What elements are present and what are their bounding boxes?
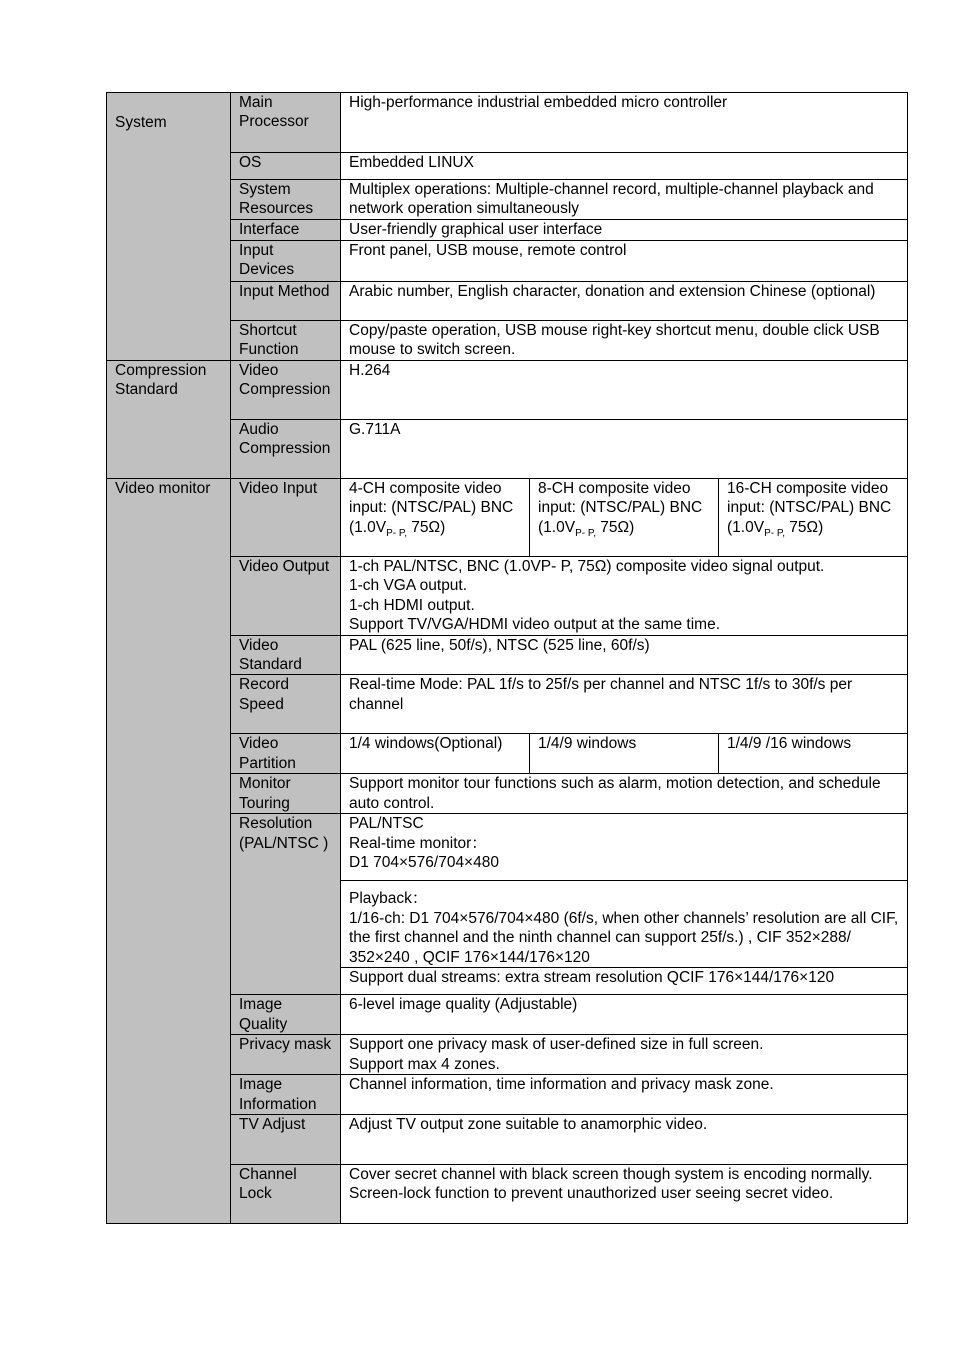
label-os: OS bbox=[231, 153, 341, 180]
video-output-line-3: 1-ch HDMI output. bbox=[349, 596, 475, 614]
label-monitor-touring: Monitor Touring bbox=[231, 774, 341, 814]
value-os: Embedded LINUX bbox=[341, 153, 908, 180]
value-video-partition-3: 1/4/9 /16 windows bbox=[719, 734, 908, 774]
value-channel-lock bbox=[341, 1165, 908, 1224]
resolution-realtime-line-2: Real-time monitor： bbox=[349, 834, 487, 852]
value-interface: User-friendly graphical user interface bbox=[341, 220, 908, 241]
value-video-standard: PAL (625 line, 50f/s), NTSC (525 line, 60f/s) bbox=[341, 635, 908, 675]
resolution-realtime-line-1: PAL/NTSC bbox=[349, 815, 424, 833]
value-resolution-dual: Support dual streams: extra stream resolution QCIF 176×144/176×120 bbox=[341, 968, 908, 995]
resolution-playback-line-2: 1/16-ch: D1 704×576/704×480 (6f/s, when other channels’ resolution are all CIF, the first channel and the ninth channel can support 25f/s.) , CIF 352×288/ 352×240 , QCIF 176×144/176×120 bbox=[349, 909, 899, 966]
value-shortcut-function: Copy/paste operation, USB mouse right-key shortcut menu, double click USB mouse to switch screen. bbox=[341, 321, 908, 361]
label-video-input: Video Input bbox=[231, 479, 341, 557]
video-output-line-2: 1-ch VGA output. bbox=[349, 577, 468, 595]
label-video-standard: Video Standard bbox=[231, 635, 341, 675]
value-image-information: Channel information, time information and privacy mask zone. bbox=[341, 1075, 908, 1115]
resolution-playback-line-1: Playback： bbox=[349, 890, 428, 908]
value-input-method: Arabic number, English character, donation and extension Chinese (optional) bbox=[341, 282, 908, 321]
value-resolution-playback bbox=[341, 881, 908, 968]
value-audio-compression: G.711A bbox=[341, 420, 908, 479]
value-video-input-8ch: 8-CH composite video input: (NTSC/PAL) BNC ($1.0V_{P- P,}$ 75Ω) bbox=[530, 479, 719, 557]
value-system-resources: Multiplex operations: Multiple-channel record, multiple-channel playback and network operation simultaneously bbox=[341, 180, 908, 220]
label-main-processor: Main Processor bbox=[231, 93, 341, 153]
value-video-partition-1: 1/4 windows(Optional) bbox=[341, 734, 530, 774]
value-tv-adjust: Adjust TV output zone suitable to anamorphic video. bbox=[341, 1115, 908, 1165]
value-monitor-touring: Support monitor tour functions such as alarm, motion detection, and schedule auto control. bbox=[341, 774, 908, 814]
label-record-speed: Record Speed bbox=[231, 675, 341, 734]
value-video-output bbox=[341, 557, 908, 636]
row-video-input bbox=[107, 479, 908, 557]
privacy-mask-line-1: Support one privacy mask of user-defined size in full screen. bbox=[349, 1036, 764, 1054]
value-video-compression: H.264 bbox=[341, 361, 908, 420]
label-input-devices: Input Devices bbox=[231, 241, 341, 282]
value-video-partition-2: 1/4/9 windows bbox=[530, 734, 719, 774]
resolution-realtime-line-3: D1 704×576/704×480 bbox=[349, 854, 499, 872]
category-compression: Compression Standard bbox=[107, 361, 231, 479]
row-main-processor bbox=[107, 93, 908, 153]
channel-lock-line-2: Screen-lock function to prevent unauthorized user seeing secret video. bbox=[349, 1185, 834, 1203]
label-input-method: Input Method bbox=[231, 282, 341, 321]
privacy-mask-line-2: Support max 4 zones. bbox=[349, 1055, 500, 1073]
label-video-compression: Video Compression bbox=[231, 361, 341, 420]
label-interface: Interface bbox=[231, 220, 341, 241]
row-video-compression bbox=[107, 361, 908, 420]
category-system: System bbox=[107, 93, 231, 361]
label-video-partition: Video Partition bbox=[231, 734, 341, 774]
value-video-input-4ch: 4-CH composite video input: (NTSC/PAL) BNC ($1.0V_{P- P,}$ 75Ω) bbox=[341, 479, 530, 557]
label-audio-compression: Audio Compression bbox=[231, 420, 341, 479]
label-resolution: Resolution (PAL/NTSC ) bbox=[231, 814, 341, 995]
label-channel-lock: Channel Lock bbox=[231, 1165, 341, 1224]
video-output-line-1: 1-ch PAL/NTSC, BNC (1.0VP- P, 75Ω) composite video signal output. bbox=[349, 558, 825, 575]
value-input-devices: Front panel, USB mouse, remote control bbox=[341, 241, 908, 282]
value-image-quality: 6-level image quality (Adjustable) bbox=[341, 995, 908, 1035]
video-output-line-4: Support TV/VGA/HDMI video output at the same time. bbox=[349, 616, 721, 634]
value-resolution-realtime bbox=[341, 814, 908, 881]
spec-table bbox=[106, 92, 908, 1224]
label-image-information: Image Information bbox=[231, 1075, 341, 1115]
value-record-speed: Real-time Mode: PAL 1f/s to 25f/s per channel and NTSC 1f/s to 30f/s per channel bbox=[341, 675, 908, 734]
label-tv-adjust: TV Adjust bbox=[231, 1115, 341, 1165]
category-video-monitor: Video monitor bbox=[107, 479, 231, 1224]
label-privacy-mask: Privacy mask bbox=[231, 1035, 341, 1075]
label-shortcut-function: Shortcut Function bbox=[231, 321, 341, 361]
label-image-quality: Image Quality bbox=[231, 995, 341, 1035]
label-video-output: Video Output bbox=[231, 557, 341, 636]
value-privacy-mask bbox=[341, 1035, 908, 1075]
value-video-input-16ch: 16-CH composite video input: (NTSC/PAL) BNC ($1.0V_{P- P,}$ 75Ω) bbox=[719, 479, 908, 557]
value-main-processor: High-performance industrial embedded micro controller bbox=[341, 93, 908, 153]
channel-lock-line-1: Cover secret channel with black screen though system is encoding normally. bbox=[349, 1166, 873, 1184]
label-system-resources: System Resources bbox=[231, 180, 341, 220]
